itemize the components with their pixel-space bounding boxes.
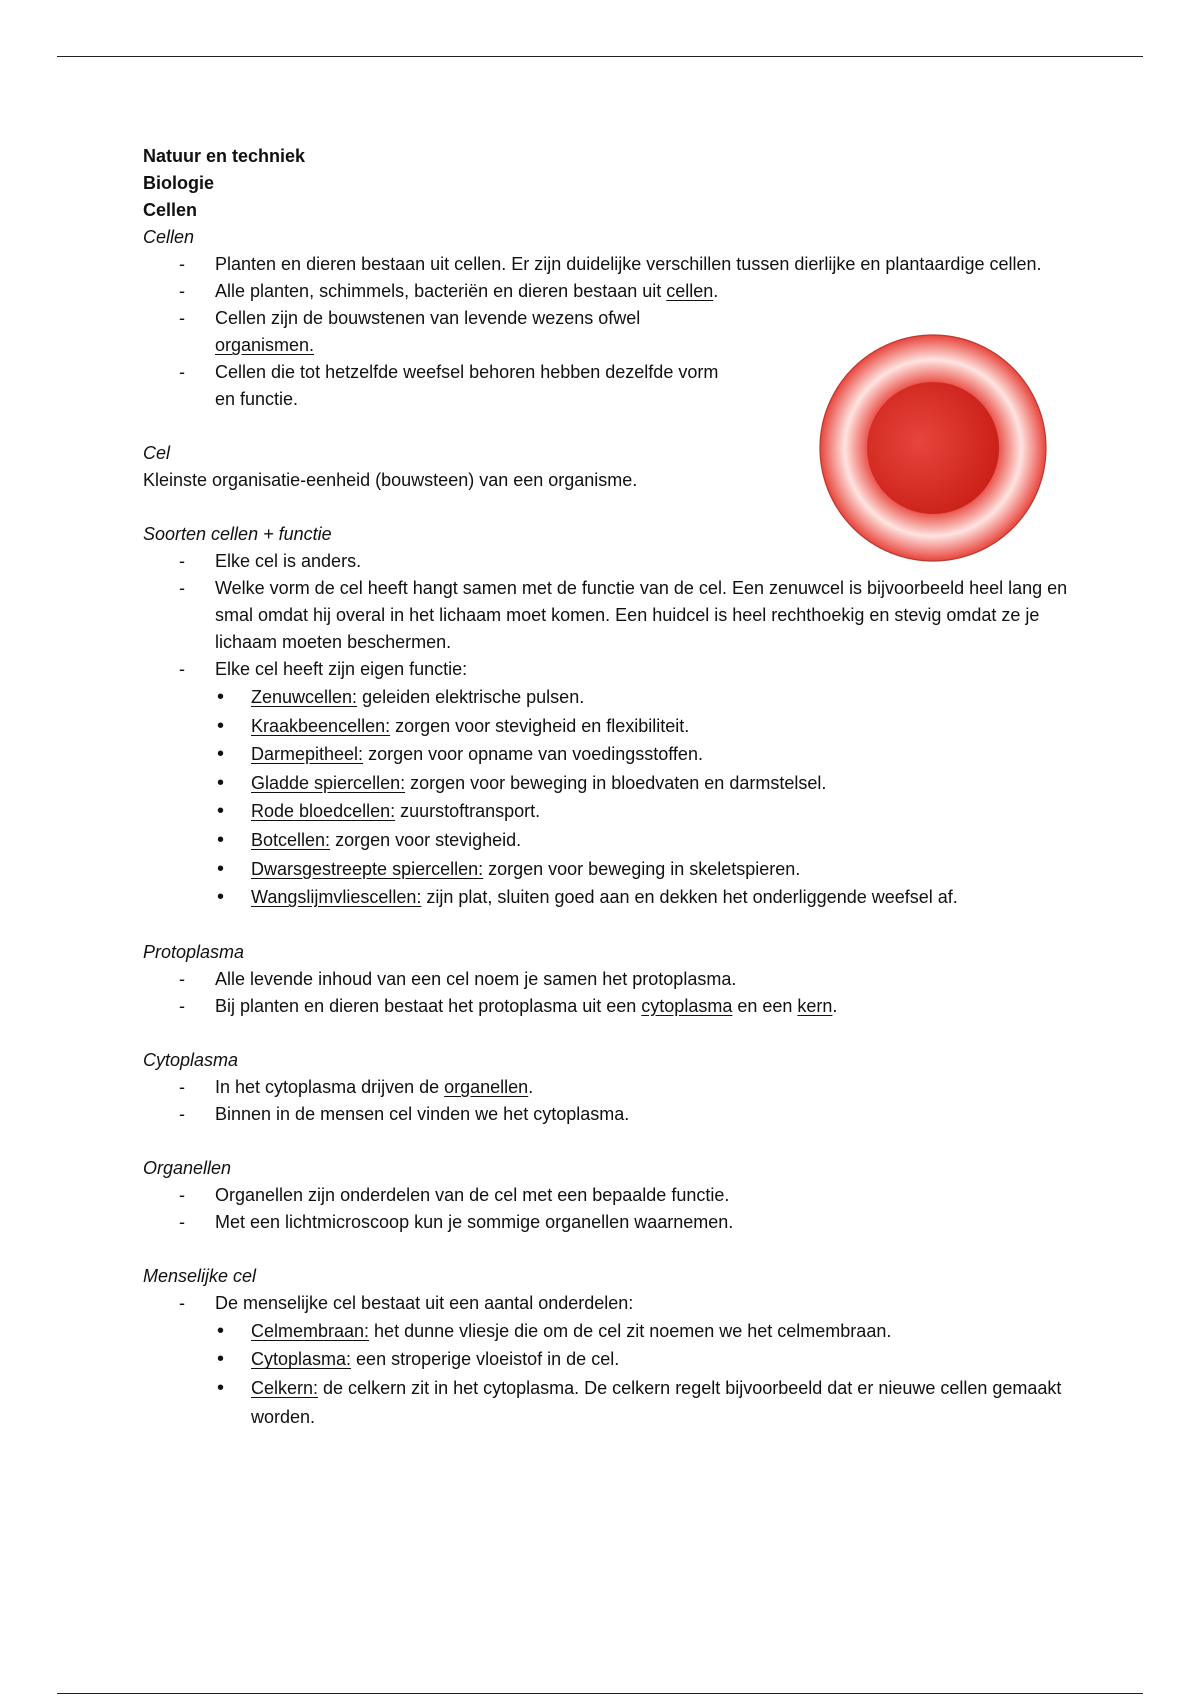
page-top-rule [57,56,1143,57]
cell-parts-list [215,1317,1083,1431]
section-soorten-cellen [143,521,1083,912]
cell-center-disc [867,382,999,514]
term-underlined: Zenuwcellen: [251,687,358,707]
doc-title-subject: Natuur en techniek [143,146,306,166]
term-underlined: cellen [666,281,714,301]
section-heading: Organellen [143,1157,232,1178]
dash-list [143,966,1083,1020]
list-item: - De menselijke cel bestaat uit een aantal onderdelen: • Celmembraan: het dunne vliesje die om de cel zit noemen we het celmembraan. • Cytoplasma: een stroperige vloeistof in de cel. • Celkern: de celkern zit in het cytoplasma. De celkern regelt bijvoorbeeld dat er nieuwe cellen gemaakt worden. [215,1290,1083,1431]
list-item: - Alle planten, schimmels, bacteriën en dieren bestaan uit cellen. [215,278,1083,305]
term-underlined: Celmembraan: [251,1320,370,1341]
list-item: - Bij planten en dieren bestaat het protoplasma uit een cytoplasma en een kern. [215,993,1083,1020]
list-item: - Met een lichtmicroscoop kun je sommige organellen waarnemen. [215,1209,1083,1236]
term-underlined: organellen [444,1076,529,1097]
list-item: • Cytoplasma: een stroperige vloeistof in de cel. [251,1345,1083,1374]
term-underlined: Botcellen: [251,829,331,850]
list-item: • Darmepitheel: zorgen voor opname van voedingsstoffen. [251,740,1083,769]
list-item: - Cellen die tot hetzelfde weefsel behoren hebben dezelfde vorm en functie. [215,359,735,413]
list-item: - Elke cel is anders. [215,548,1083,575]
section-heading: Menselijke cel [143,1265,257,1286]
term-underlined: cytoplasma [641,995,733,1016]
list-item: - In het cytoplasma drijven de organellen. [215,1074,1083,1101]
doc-title-chapter: Cellen [143,200,198,220]
section-menselijke-cel [143,1263,1083,1431]
list-item: • Botcellen: zorgen voor stevigheid. [251,826,1083,855]
list-item: - Organellen zijn onderdelen van de cel met een bepaalde functie. [215,1182,1083,1209]
section-organellen [143,1155,1083,1236]
page-bottom-rule [57,1693,1143,1694]
section-heading: Protoplasma [143,941,245,962]
term-underlined: organismen. [215,335,315,355]
definition-text: Kleinste organisatie-eenheid (bouwsteen) van een organisme. [143,470,638,490]
term-underlined: Celkern: [251,1377,319,1398]
list-item: • Rode bloedcellen: zuurstoftransport. [251,797,1083,826]
section-heading: Cellen [143,227,195,247]
list-item: - Cellen zijn de bouwstenen van levende wezens ofwel organismen. [215,305,735,359]
list-item: • Kraakbeencellen: zorgen voor stevigheid en flexibiliteit. [251,712,1083,741]
list-item: - Welke vorm de cel heeft hangt samen met de functie van de cel. Een zenuwcel is bijvoorbeeld heel lang en smal omdat hij overal in het lichaam moet komen. Een huidcel is heel rechthoekig en stevig omdat ze je lichaam moeten beschermen. [215,575,1083,656]
list-item: • Celmembraan: het dunne vliesje die om de cel zit noemen we het celmembraan. [251,1317,1083,1346]
section-heading: Cel [143,443,171,463]
list-item: - Planten en dieren bestaan uit cellen. Er zijn duidelijke verschillen tussen dierlijke en plantaardige cellen. [215,251,1083,278]
term-underlined: Rode bloedcellen: [251,801,396,822]
dash-list [143,1074,1083,1128]
term-underlined: kern [797,995,833,1016]
doc-title-topic: Biologie [143,173,214,193]
section-heading: Cytoplasma [143,1049,239,1070]
term-underlined: Gladde spiercellen: [251,772,406,793]
dash-list [143,1290,1083,1431]
dash-list [143,548,1083,912]
term-underlined: Kraakbeencellen: [251,715,391,736]
list-item: • Gladde spiercellen: zorgen voor beweging in bloedvaten en darmstelsel. [251,769,1083,798]
list-item: • Zenuwcellen: geleiden elektrische pulsen. [251,683,1083,712]
dash-list [143,1182,1083,1236]
term-underlined: Dwarsgestreepte spiercellen: [251,858,484,879]
list-item: • Dwarsgestreepte spiercellen: zorgen voor beweging in skeletspieren. [251,855,1083,884]
section-heading: Soorten cellen + functie [143,524,332,544]
list-item: • Wangslijmvliescellen: zijn plat, sluiten goed aan en dekken het onderliggende weefsel af. [251,883,1083,912]
section-cytoplasma [143,1047,1083,1128]
section-protoplasma [143,939,1083,1020]
list-item: - Alle levende inhoud van een cel noem je samen het protoplasma. [215,966,1083,993]
term-underlined: Cytoplasma: [251,1349,352,1370]
cell-function-list [215,683,1083,912]
list-item: - Elke cel heeft zijn eigen functie: • Zenuwcellen: geleiden elektrische pulsen. • Kraakbeencellen: zorgen voor stevigheid en flexibiliteit. • Darmepitheel: zorgen voor opname van voedingsstoffen. • Gladde spiercellen: zorgen voor beweging in bloedvaten en darmstelsel. • Rode bloedcellen: zuurstoftransport. • Botcellen: zorgen voor stevigheid. • Dwarsgestreepte spiercellen: zorgen voor beweging in skeletspieren. • Wangslijmvliescellen: zijn plat, sluiten goed aan en dekken het onderliggende weefsel af. [215,656,1083,912]
list-item: - Binnen in de mensen cel vinden we het cytoplasma. [215,1101,1083,1128]
list-item: • Celkern: de celkern zit in het cytoplasma. De celkern regelt bijvoorbeeld dat er nieuwe cellen gemaakt worden. [251,1374,1083,1431]
term-underlined: Wangslijmvliescellen: [251,887,422,908]
red-blood-cell-icon [818,333,1048,563]
term-underlined: Darmepitheel: [251,744,364,765]
